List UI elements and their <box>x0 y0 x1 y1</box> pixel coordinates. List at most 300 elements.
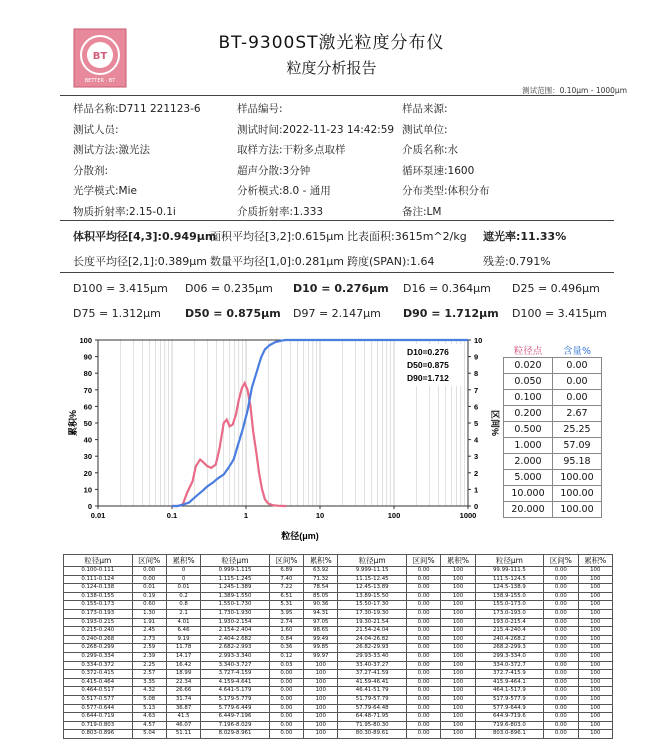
point-row <box>504 406 602 422</box>
svg-text:BETTER · BT: BETTER · BT <box>84 78 116 84</box>
table-cell: 0.00 <box>406 601 440 610</box>
table-cell: 100 <box>304 678 338 687</box>
table-row <box>64 575 613 584</box>
table-cell: 100 <box>441 678 475 687</box>
table-row <box>64 567 613 576</box>
table-cell: 0.00 <box>406 609 440 618</box>
right-tick-label: 7 <box>474 385 479 395</box>
size-point-table <box>503 342 602 518</box>
table-cell: 24.04-26.82 <box>338 635 407 644</box>
d75-value: D75 = 1.312μm <box>73 307 161 320</box>
table-cell: 0.00 <box>544 721 578 730</box>
info-field: 测试单位: <box>402 123 448 136</box>
header-divider <box>60 95 614 96</box>
table-cell: 124.5-138.9 <box>475 584 544 593</box>
info-field: 测试人员: <box>73 123 119 136</box>
table-cell: 100 <box>578 601 612 610</box>
table-cell: 2.404-2.682 <box>201 635 270 644</box>
number-mean-diameter: 数量平均径[1,0]:0.281μm <box>210 255 344 268</box>
table-cell: 5.31 <box>269 601 303 610</box>
table-cell: 5.779-6.449 <box>201 704 270 713</box>
table-cell: 1.115-1.245 <box>201 575 270 584</box>
info-field: 物质折射率:2.15-0.1i <box>73 205 176 218</box>
table-cell: 1.930-2.154 <box>201 618 270 627</box>
x-tick-label: 0.01 <box>90 511 106 520</box>
x-axis-label: 粒径(μm) <box>281 531 319 541</box>
table-cell: 2.993-3.340 <box>201 652 270 661</box>
table-cell: 0.00 <box>406 713 440 722</box>
table-cell: 100 <box>578 670 612 679</box>
table-cell: 37.27-41.59 <box>338 670 407 679</box>
table-cell: 0.2 <box>166 592 200 601</box>
table-cell: 0.00 <box>544 584 578 593</box>
table-header: 累积% <box>166 555 200 567</box>
table-cell: 100 <box>441 627 475 636</box>
table-cell: 99.49 <box>304 635 338 644</box>
info-field: 分析模式:8.0 - 通用 <box>237 185 331 197</box>
table-cell: 0.00 <box>544 713 578 722</box>
table-cell: 0.00 <box>406 635 440 644</box>
table-cell: 0.999-1.115 <box>201 567 270 576</box>
table-cell: 0.00 <box>544 627 578 636</box>
point-size: 20.000 <box>504 502 553 518</box>
table-cell: 0.00 <box>406 584 440 593</box>
table-header: 累积% <box>304 555 338 567</box>
right-tick-label: 3 <box>474 452 479 462</box>
table-cell: 4.159-4.641 <box>201 678 270 687</box>
table-cell: 51.79-57.79 <box>338 695 407 704</box>
table-cell: 100 <box>578 635 612 644</box>
table-cell: 100 <box>578 584 612 593</box>
info-field: 样品来源: <box>402 103 448 115</box>
table-cell: 5.04 <box>132 730 166 739</box>
x-tick-label: 1000 <box>459 511 477 520</box>
table-cell: 100 <box>578 609 612 618</box>
table-cell: 6.51 <box>269 592 303 601</box>
table-cell: 0.00 <box>269 730 303 739</box>
right-tick-label: 1 <box>474 485 479 495</box>
table-cell: 2.154-2.404 <box>201 627 270 636</box>
table-cell: 1.550-1.730 <box>201 601 270 610</box>
table-cell: 100 <box>578 721 612 730</box>
table-cell: 12.45-13.89 <box>338 584 407 593</box>
point-content: 2.67 <box>553 406 602 422</box>
point-content: 95.18 <box>553 454 602 470</box>
table-cell: 14.17 <box>166 652 200 661</box>
report-subtitle: 粒度分析报告 <box>286 59 377 77</box>
table-cell: 100 <box>304 687 338 696</box>
table-cell: 1.245-1.389 <box>201 584 270 593</box>
table-cell: 0.00 <box>406 704 440 713</box>
point-row <box>504 374 602 390</box>
table-row <box>64 644 613 653</box>
point-row <box>504 502 602 518</box>
table-cell: 17.30-19.30 <box>338 609 407 618</box>
x-axis-ticks <box>91 506 477 520</box>
point-row <box>504 438 602 454</box>
table-header: 累积% <box>578 555 612 567</box>
table-cell: 100 <box>578 713 612 722</box>
table-cell: 100 <box>304 661 338 670</box>
table-cell: 100 <box>578 567 612 576</box>
table-header: 区间% <box>406 555 440 567</box>
table-cell: 99.99-111.5 <box>475 567 544 576</box>
table-cell: 71.95-80.30 <box>338 721 407 730</box>
table-cell: 1.91 <box>132 618 166 627</box>
table-cell: 215.4-240.4 <box>475 627 544 636</box>
d90-value: D90 = 1.712μm <box>403 307 499 320</box>
point-size: 1.000 <box>504 438 553 454</box>
point-content: 100.00 <box>553 486 602 502</box>
table-row <box>64 721 613 730</box>
table-cell: 0.00 <box>544 670 578 679</box>
table-cell: 100 <box>441 661 475 670</box>
d25-value: D25 = 0.496μm <box>512 282 600 295</box>
table-cell: 173.0-193.0 <box>475 609 544 618</box>
left-tick-label: 10 <box>83 485 92 495</box>
table-cell: 193.0-215.4 <box>475 618 544 627</box>
table-cell: 0.00 <box>406 721 440 730</box>
table-cell: 100 <box>441 601 475 610</box>
table-cell: 4.01 <box>166 618 200 627</box>
table-cell: 0.00 <box>406 695 440 704</box>
x-tick-label: 100 <box>387 511 401 520</box>
table-header: 粒径μm <box>475 555 544 567</box>
table-cell: 240.4-268.2 <box>475 635 544 644</box>
table-row <box>64 618 613 627</box>
table-row <box>64 661 613 670</box>
table-cell: 0.00 <box>406 730 440 739</box>
left-tick-label: 60 <box>83 402 92 412</box>
point-size: 0.050 <box>504 374 553 390</box>
table-cell: 9.19 <box>166 635 200 644</box>
point-header-size: 粒径点 <box>513 345 543 357</box>
point-content: 100.00 <box>553 502 602 518</box>
table-cell: 334.0-372.7 <box>475 661 544 670</box>
table-row <box>64 670 613 679</box>
table-cell: 100 <box>304 670 338 679</box>
table-row <box>64 635 613 644</box>
table-cell: 3.727-4.159 <box>201 670 270 679</box>
table-cell: 2.57 <box>132 670 166 679</box>
table-row <box>64 687 613 696</box>
table-cell: 41.59-46.41 <box>338 678 407 687</box>
table-cell: 100 <box>441 695 475 704</box>
table-cell: 0.00 <box>269 695 303 704</box>
table-cell: 0.00 <box>544 567 578 576</box>
table-cell: 36.87 <box>166 704 200 713</box>
point-size: 0.500 <box>504 422 553 438</box>
table-cell: 0.00 <box>544 704 578 713</box>
table-cell: 0.00 <box>406 661 440 670</box>
report-title: BT-9300ST激光粒度分布仪 <box>218 33 445 53</box>
table-cell: 97.05 <box>304 618 338 627</box>
table-cell: 0.415-0.464 <box>64 678 133 687</box>
table-cell: 0.00 <box>544 644 578 653</box>
table-cell: 0.577-0.644 <box>64 704 133 713</box>
table-cell: 0.8 <box>166 601 200 610</box>
table-cell: 0.173-0.193 <box>64 609 133 618</box>
info-field: 循环泵速:1600 <box>402 164 475 177</box>
table-cell: 0.84 <box>269 635 303 644</box>
table-row <box>64 592 613 601</box>
table-cell: 5.179-5.779 <box>201 695 270 704</box>
table-header: 粒径μm <box>338 555 407 567</box>
table-cell: 3.340-3.727 <box>201 661 270 670</box>
table-cell: 100 <box>578 730 612 739</box>
left-axis-ticks <box>79 336 98 511</box>
table-cell: 57.79-64.48 <box>338 704 407 713</box>
table-cell: 8.029-8.961 <box>201 730 270 739</box>
table-cell: 0.00 <box>544 661 578 670</box>
table-cell: 100 <box>441 644 475 653</box>
particle-size-chart <box>60 332 500 547</box>
table-cell: 0 <box>166 575 200 584</box>
table-cell: 577.9-644.9 <box>475 704 544 713</box>
table-cell: 13.89-15.50 <box>338 592 407 601</box>
table-cell: 0.00 <box>544 601 578 610</box>
table-cell: 29.93-33.40 <box>338 652 407 661</box>
table-cell: 0.719-0.803 <box>64 721 133 730</box>
table-row <box>64 695 613 704</box>
table-header: 粒径μm <box>64 555 133 567</box>
point-row <box>504 358 602 374</box>
table-cell: 0.00 <box>132 567 166 576</box>
table-cell: 0.19 <box>132 592 166 601</box>
table-cell: 100 <box>441 635 475 644</box>
annotation-d10: D10=0.276 <box>407 347 449 357</box>
table-cell: 100 <box>441 687 475 696</box>
table-cell: 0.00 <box>269 721 303 730</box>
table-cell: 0.00 <box>544 678 578 687</box>
table-cell: 1.389-1.550 <box>201 592 270 601</box>
table-cell: 2.45 <box>132 627 166 636</box>
table-cell: 2.59 <box>132 644 166 653</box>
table-cell: 98.65 <box>304 627 338 636</box>
info-field: 测试时间:2022-11-23 14:42:59 <box>237 123 395 136</box>
table-row <box>64 609 613 618</box>
info-divider <box>60 220 614 221</box>
info-field: 样品名称:D711 221123-6 <box>73 103 201 115</box>
annotation-d50: D50=0.875 <box>407 360 449 370</box>
point-size: 0.200 <box>504 406 553 422</box>
table-cell: 21.54-24.04 <box>338 627 407 636</box>
table-cell: 0.100-0.111 <box>64 567 133 576</box>
table-cell: 2.682-2.993 <box>201 644 270 653</box>
left-tick-label: 100 <box>79 336 92 345</box>
table-cell: 99.85 <box>304 644 338 653</box>
point-row <box>504 454 602 470</box>
left-tick-label: 70 <box>83 385 92 395</box>
table-cell: 100 <box>578 695 612 704</box>
table-cell: 100 <box>441 721 475 730</box>
info-field: 介质折射率:1.333 <box>237 205 324 218</box>
info-field: 光学模式:Mie <box>73 185 137 197</box>
table-cell: 268.2-299.3 <box>475 644 544 653</box>
table-header: 区间% <box>544 555 578 567</box>
table-cell: 5.08 <box>132 695 166 704</box>
table-cell: 100 <box>441 592 475 601</box>
table-cell: 100 <box>578 618 612 627</box>
table-cell: 372.7-415.9 <box>475 670 544 679</box>
table-cell: 0.155-0.173 <box>64 601 133 610</box>
info-field: 样品编号: <box>237 103 283 115</box>
point-size: 10.000 <box>504 486 553 502</box>
series-differential <box>172 383 286 506</box>
table-cell: 78.54 <box>304 584 338 593</box>
right-axis-ticks <box>468 336 482 511</box>
table-cell: 9.999-11.15 <box>338 567 407 576</box>
right-tick-label: 10 <box>474 336 483 345</box>
table-row <box>64 704 613 713</box>
point-content: 25.25 <box>553 422 602 438</box>
table-cell: 11.15-12.45 <box>338 575 407 584</box>
table-cell: 0.00 <box>269 670 303 679</box>
table-cell: 100 <box>304 704 338 713</box>
d97-value: D97 = 2.147μm <box>293 307 381 320</box>
table-cell: 0.00 <box>269 704 303 713</box>
table-cell: 111.5-124.5 <box>475 575 544 584</box>
table-cell: 0.00 <box>406 644 440 653</box>
table-cell: 719.6-803.0 <box>475 721 544 730</box>
table-cell: 0 <box>166 567 200 576</box>
table-cell: 0.36 <box>269 644 303 653</box>
table-cell: 4.57 <box>132 721 166 730</box>
table-cell: 94.31 <box>304 609 338 618</box>
table-cell: 0.00 <box>406 670 440 679</box>
right-tick-label: 8 <box>474 369 479 379</box>
table-cell: 100 <box>441 713 475 722</box>
table-cell: 100 <box>304 730 338 739</box>
x-tick-label: 1 <box>243 511 249 520</box>
d100-value: D100 = 3.415μm <box>73 282 168 295</box>
table-cell: 4.641-5.179 <box>201 687 270 696</box>
table-cell: 0.00 <box>544 618 578 627</box>
table-cell: 26.82-29.93 <box>338 644 407 653</box>
table-cell: 51.11 <box>166 730 200 739</box>
point-content: 100.00 <box>553 470 602 486</box>
point-row <box>504 422 602 438</box>
info-field: 分散剂: <box>73 164 109 177</box>
table-cell: 0.372-0.415 <box>64 670 133 679</box>
annotation-d90: D90=1.712 <box>407 373 449 383</box>
table-cell: 16.42 <box>166 661 200 670</box>
table-cell: 0.00 <box>544 652 578 661</box>
table-cell: 100 <box>304 721 338 730</box>
table-row <box>64 678 613 687</box>
point-content: 0.00 <box>553 374 602 390</box>
table-cell: 26.66 <box>166 687 200 696</box>
table-cell: 7.40 <box>269 575 303 584</box>
table-cell: 7.22 <box>269 584 303 593</box>
table-cell: 100 <box>441 730 475 739</box>
table-cell: 18.99 <box>166 670 200 679</box>
left-tick-label: 0 <box>87 502 92 511</box>
table-cell: 0.803-0.896 <box>64 730 133 739</box>
x-tick-label: 0.1 <box>166 511 178 520</box>
left-axis-label: 累积% <box>68 409 78 437</box>
table-cell: 22.34 <box>166 678 200 687</box>
table-cell: 100 <box>441 575 475 584</box>
table-row <box>64 627 613 636</box>
table-cell: 100 <box>578 627 612 636</box>
table-header: 累积% <box>441 555 475 567</box>
table-cell: 100 <box>441 704 475 713</box>
point-content: 57.09 <box>553 438 602 454</box>
table-cell: 138.9-155.0 <box>475 592 544 601</box>
table-row <box>64 652 613 661</box>
d10-value: D10 = 0.276μm <box>293 282 389 295</box>
table-row <box>64 713 613 722</box>
table-cell: 0.01 <box>132 584 166 593</box>
table-cell: 0.00 <box>406 652 440 661</box>
table-row <box>64 601 613 610</box>
point-content: 0.00 <box>553 390 602 406</box>
residual: 残差:0.791% <box>483 255 551 268</box>
table-cell: 100 <box>578 652 612 661</box>
info-field: 备注:LM <box>402 205 442 218</box>
table-cell: 85.05 <box>304 592 338 601</box>
left-tick-label: 80 <box>83 369 92 379</box>
point-size: 0.020 <box>504 358 553 374</box>
table-cell: 0.138-0.155 <box>64 592 133 601</box>
table-cell: 0.00 <box>406 575 440 584</box>
table-cell: 4.63 <box>132 713 166 722</box>
table-cell: 0.00 <box>406 627 440 636</box>
table-cell: 100 <box>578 678 612 687</box>
table-cell: 100 <box>441 652 475 661</box>
table-cell: 2.39 <box>132 652 166 661</box>
point-content: 0.00 <box>553 358 602 374</box>
right-axis-label: 区间% <box>490 409 500 437</box>
table-cell: 2.25 <box>132 661 166 670</box>
table-cell: 100 <box>578 592 612 601</box>
table-cell: 0.517-0.577 <box>64 695 133 704</box>
volume-mean-diameter: 体积平均径[4,3]:0.949μm <box>73 230 217 243</box>
table-cell: 2.74 <box>269 618 303 627</box>
table-cell: 0.00 <box>269 678 303 687</box>
right-tick-label: 6 <box>474 402 479 412</box>
table-cell: 80.30-89.61 <box>338 730 407 739</box>
table-cell: 0.00 <box>544 730 578 739</box>
obscuration: 遮光率:11.33% <box>483 230 567 243</box>
right-tick-label: 0 <box>474 502 479 511</box>
table-cell: 15.50-17.30 <box>338 601 407 610</box>
table-cell: 100 <box>578 687 612 696</box>
table-cell: 0.00 <box>269 713 303 722</box>
table-cell: 63.92 <box>304 567 338 576</box>
info-field: 超声分散:3分钟 <box>237 164 311 177</box>
table-cell: 644.9-719.6 <box>475 713 544 722</box>
point-size: 2.000 <box>504 454 553 470</box>
table-cell: 0.299-0.334 <box>64 652 133 661</box>
d16-value: D16 = 0.364μm <box>403 282 491 295</box>
table-cell: 100 <box>304 695 338 704</box>
info-field: 介质名称:水 <box>402 144 459 156</box>
table-cell: 11.78 <box>166 644 200 653</box>
table-cell: 0.00 <box>406 678 440 687</box>
svg-text:BT: BT <box>92 51 108 62</box>
left-tick-label: 20 <box>83 468 92 478</box>
table-header: 区间% <box>132 555 166 567</box>
info-field: 取样方法:干粉多点取样 <box>237 144 346 156</box>
table-cell: 0.215-0.240 <box>64 627 133 636</box>
table-cell: 2.1 <box>166 609 200 618</box>
table-cell: 0.268-0.299 <box>64 644 133 653</box>
table-cell: 6.89 <box>269 567 303 576</box>
table-cell: 100 <box>441 584 475 593</box>
table-cell: 0.00 <box>544 575 578 584</box>
